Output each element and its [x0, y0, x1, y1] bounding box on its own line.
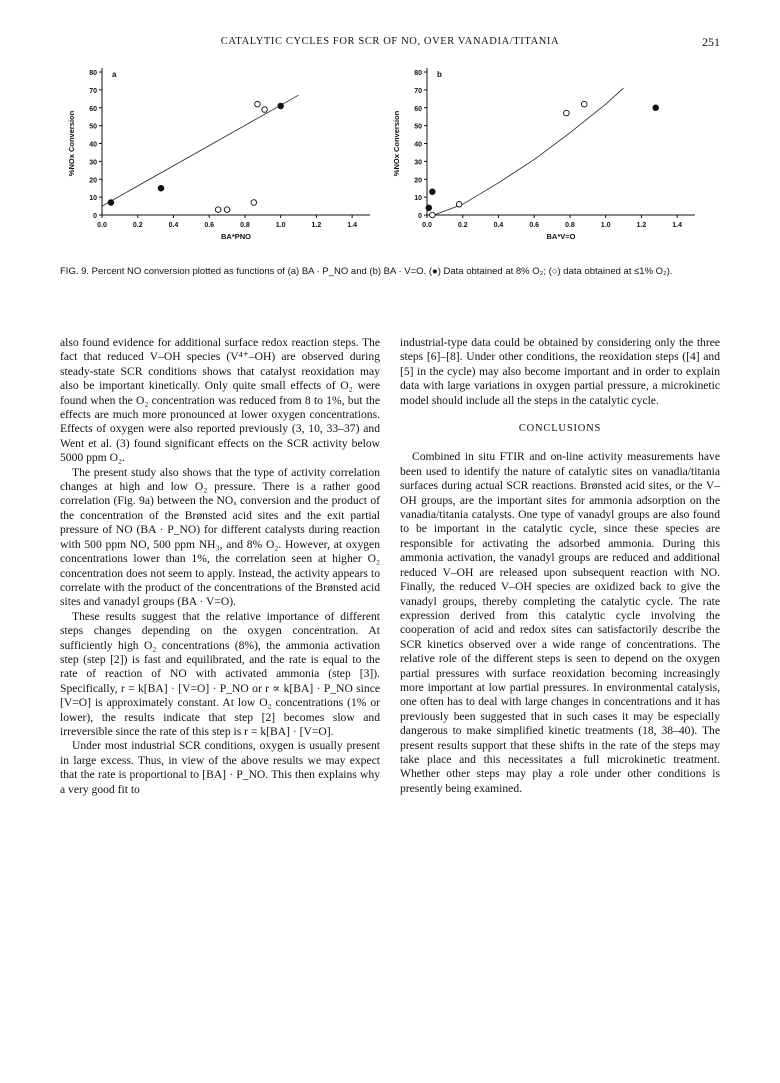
data-point-open — [251, 200, 257, 206]
x-tick-label: 0.6 — [204, 222, 215, 229]
y-tick-label: 0 — [418, 213, 422, 220]
y-axis-label: %NOx Conversion — [67, 110, 76, 177]
data-point-filled — [430, 189, 436, 195]
x-tick-label: 1.4 — [672, 222, 683, 229]
y-tick-label: 10 — [414, 195, 422, 203]
x-tick-label: 1.4 — [347, 222, 358, 229]
y-tick-label: 60 — [89, 105, 97, 113]
data-point-open — [255, 101, 261, 107]
y-tick-label: 50 — [414, 123, 422, 131]
x-tick-label: 0.6 — [529, 222, 540, 229]
data-point-filled — [278, 103, 284, 109]
y-tick-label: 30 — [414, 159, 422, 167]
chart-svg — [60, 60, 380, 260]
x-tick-label: 0.8 — [240, 222, 250, 229]
panel-label: a — [112, 70, 117, 79]
x-axis-label: BA*V=O — [546, 232, 576, 241]
x-tick-label: 0.4 — [168, 222, 179, 229]
fit-line — [102, 95, 299, 206]
paragraph: also found evidence for additional surface redox reaction steps. The fact that reduced V–OH species (V⁴⁺–OH) are observed during steady-state SCR conditions shows that catalyst reoxidation may also be important kinetically. Only quite small effects of O₂ were found when the O₂ concentration was reduced from 8 to 1%, but the effects are much more pronounced at lower oxygen concentrations. Effects of oxygen were also reported previously (3, 10, 33–37) and Went et al. (3) found significant effects on the SCR activity below 5000 ppm O₂. — [60, 336, 380, 465]
paragraph: Under most industrial SCR conditions, oxygen is usually present in large excess. Thus, in view of the above results we may expect that the rate is proportional to [BA] · P_NO. This then explains why a very good fit to — [60, 739, 380, 796]
paragraph: These results suggest that the relative importance of different steps changes depending on the oxygen concentration. At sufficiently high O₂ concentrations (8%), the ammonia activation step (step [2]) is fast and equilibrated, and the rate is equal to the rate of reaction of NO with activated ammonia (step [3]). Specifically, r = k[BA] · [V=O] · P_NO or r ∝ k[BA] · P_NO since [V=O] is approximately constant. At low O₂ concentrations (1% or lower), the results indicate that step [2] becomes slow and irreversible since the rate of this step is r = k[BA] · [V=O]. — [60, 609, 380, 738]
y-tick-label: 0 — [93, 213, 97, 220]
x-tick-label: 0.0 — [97, 222, 107, 229]
right-column — [400, 336, 720, 796]
x-tick-label: 0.4 — [493, 222, 504, 229]
panel-label: b — [437, 70, 442, 79]
x-tick-label: 1.2 — [311, 222, 322, 229]
y-tick-label: 50 — [89, 123, 97, 131]
y-tick-label: 30 — [89, 159, 97, 167]
y-tick-label: 70 — [414, 87, 422, 95]
fit-curve — [434, 88, 623, 215]
figure-caption: FIG. 9. Percent NO conversion plotted as functions of (a) BA · P_NO and (b) BA · V=O. (●) Data obtained at 8% O₂; (○) data obtained at ≤1% O₂). — [60, 266, 673, 277]
section-heading-conclusions: CONCLUSIONS — [518, 423, 602, 435]
x-tick-label: 1.0 — [600, 222, 611, 229]
x-tick-label: 1.0 — [275, 222, 286, 229]
x-tick-label: 1.2 — [636, 222, 647, 229]
x-tick-label: 0.0 — [422, 222, 432, 229]
data-point-filled — [426, 205, 432, 211]
chart-svg — [385, 60, 705, 260]
data-point-open — [215, 207, 221, 213]
x-tick-label: 0.2 — [457, 222, 468, 229]
y-tick-label: 80 — [414, 70, 422, 77]
x-tick-label: 0.2 — [132, 222, 143, 229]
y-tick-label: 10 — [89, 195, 97, 203]
left-column — [60, 336, 380, 797]
y-tick-label: 70 — [89, 87, 97, 95]
y-tick-label: 40 — [414, 141, 422, 149]
running-title: CATALYTIC CYCLES FOR SCR OF NO, OVER VANADIA/TITANIA — [220, 36, 560, 47]
x-tick-label: 0.8 — [565, 222, 575, 229]
paragraph: Combined in situ FTIR and on-line activity measurements have been used to identify the nature of catalytic sites on vanadia/titania surfaces during actual SCR reactions. Brønsted acid sites, or the V–OH groups, are the important sites for ammonia adsorption on the vanadia/titania catalysts. One type of vanadyl groups are also found to be important in the catalytic cycle, since these species are responsible for activating the adsorbed ammonia. During this ammonia activation, the vanadyl groups are reduced and additional reduced V–OH are released upon subsequent reaction with NO. Finally, the reduced V–OH species are oxidized back to give the vanadyl groups, thereby completing the catalytic cycle. The rate expression derived from this catalytic cycle involving the cooperation of acid and redox sites can satisfactorily describe the SCR kinetics observed over a wide range of concentrations. The relative role of the different steps is seen to depend on the oxygen partial pressures with surface reoxidation becoming increasingly more important at low partial pressures. In environmental catalysis, one often has to deal with large changes in concentrations and it has previously been suggested that in such cases it may be especially dangerous to make simplified kinetic treatments (18, 38–40). The present results support that these shifts in the rate of the steps may take place and this necessitates a full microkinetic treatment. Whether other steps may play a role under other conditions is presently being examined. — [400, 450, 720, 795]
page-number: 251 — [702, 35, 720, 49]
figure-9a-chart — [60, 60, 380, 260]
data-point-filled — [653, 105, 659, 111]
y-tick-label: 60 — [414, 105, 422, 113]
page-header — [60, 36, 720, 52]
paragraph: industrial-type data could be obtained by considering only the three steps [6]–[8]. Under other conditions, the reoxidation steps ([4] and [5] in the cycle) may also become important and in order to explain data with large variations in oxygen partial pressure, a microkinetic model should include all the steps in the catalytic cycle. — [400, 336, 720, 407]
data-point-filled — [108, 200, 114, 206]
data-point-open — [262, 107, 268, 113]
y-tick-label: 80 — [89, 70, 97, 77]
data-point-open — [456, 201, 462, 207]
y-axis-label: %NOx Conversion — [392, 110, 401, 177]
data-point-open — [564, 110, 570, 116]
data-point-open — [581, 101, 587, 107]
figure-9b-chart — [385, 60, 705, 260]
data-point-open — [430, 212, 436, 218]
y-tick-label: 20 — [414, 177, 422, 185]
y-tick-label: 20 — [89, 177, 97, 185]
data-point-open — [224, 207, 230, 213]
paragraph: The present study also shows that the type of activity correlation changes at high and low O₂ pressure. There is a rather good correlation (Fig. 9a) between the NOₓ conversion and the product of the concentration of the Brønsted acid sites and the exit partial pressure of NO (BA · P_NO) for different catalysts during reaction with 500 ppm NO, 500 ppm NH₃, and 8% O₂. However, at oxygen concentrations lower than 1%, the correlation seen at higher O₂ concentration does not seem to apply. Instead, the activity appears to correlate with the product of the concentrations of the Brønsted acid sites and vanadyl groups (BA · V=O). — [60, 465, 380, 609]
data-point-filled — [158, 185, 164, 191]
x-axis-label: BA*PNO — [220, 232, 252, 241]
y-tick-label: 40 — [89, 141, 97, 149]
